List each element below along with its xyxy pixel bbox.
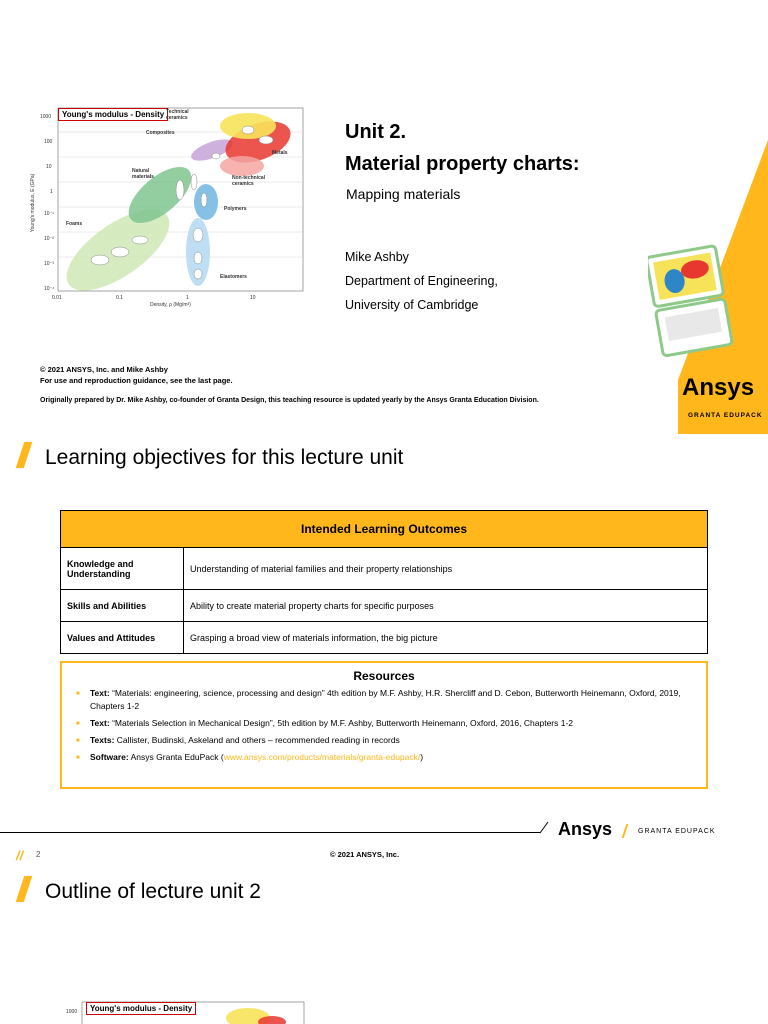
footer-copyright: © 2021 ANSYS, Inc. <box>330 850 400 859</box>
xtick-0: 0.01 <box>52 295 62 301</box>
brand-logo: Ansys <box>682 374 755 401</box>
heading-slash <box>16 876 32 902</box>
copyright-text: © 2021 ANSYS, Inc. and Mike Ashby <box>40 365 168 374</box>
modulus-density-chart <box>20 100 310 315</box>
title-slide <box>0 0 768 432</box>
chart-xlabel: Density, ρ (Mg/m³) <box>150 302 191 308</box>
outcomes-table <box>60 510 708 654</box>
ytick-4: 10⁻¹ <box>44 211 54 217</box>
label-natural-materials: Natural materials <box>132 168 154 180</box>
table-row <box>61 622 708 654</box>
row-value: Ability to create material property charts for specific purposes <box>184 590 708 622</box>
footer-rule-slash <box>538 821 552 835</box>
footer-brand: Ansys <box>558 819 613 839</box>
ytick-3: 1 <box>50 189 53 195</box>
row-value: Understanding of material families and their property relationships <box>184 548 708 590</box>
row-value: Grasping a broad view of materials information, the big picture <box>184 622 708 654</box>
label-polymers: Polymers <box>224 206 247 212</box>
outline-chart-title: Young's modulus - Density <box>86 1002 196 1015</box>
row-label: Values and Attitudes <box>61 622 184 654</box>
ytick-5: 10⁻² <box>44 236 54 242</box>
unit-subject: Material property charts: <box>345 153 580 175</box>
label-elastomers: Elastomers <box>220 274 247 280</box>
resources-list <box>62 687 706 764</box>
resources-title: Resources <box>353 669 415 683</box>
list-item: ■ Text: “Materials: engineering, science, processing and design” 4th edition by M.F. Ashby, H.R. Shercliff and D. Cebon, Butterworth Heinemann, Oxford, 2019, Chapters 1-2 <box>90 687 706 713</box>
ytick-2: 10 <box>46 164 52 170</box>
objectives-slide <box>0 432 768 870</box>
author-univ: University of Cambridge <box>345 298 479 312</box>
row-label: Skills and Abilities <box>61 590 184 622</box>
footer-brand-sub: GRANTA EDUPACK <box>638 828 716 835</box>
outline-ytick: 1000 <box>66 1009 78 1015</box>
ytick-1: 100 <box>44 139 53 145</box>
resources-box <box>60 661 708 789</box>
heading-slash <box>16 442 32 468</box>
author-name: Mike Ashby <box>345 250 409 264</box>
ytick-0: 1000 <box>40 114 52 120</box>
unit-title: Unit 2. <box>345 121 407 143</box>
footer-rule <box>0 832 540 833</box>
label-technical-ceramics: Technical ceramics <box>166 109 189 121</box>
xtick-2: 1 <box>186 295 189 301</box>
list-item: ■ Texts: Callister, Budinski, Askeland and others – recommended reading in records <box>90 734 706 747</box>
edupack-link[interactable]: www.ansys.com/products/materials/granta-edupack/ <box>223 752 421 762</box>
author-dept: Department of Engineering, <box>345 274 498 288</box>
page-slash-icon: // <box>16 848 24 863</box>
label-foams: Foams <box>66 221 83 227</box>
unit-subtitle: Mapping materials <box>346 186 461 202</box>
outline-slide <box>0 870 768 1024</box>
slide2-heading: Learning objectives for this lecture unit <box>45 446 404 469</box>
row-label: Knowledge and Understanding <box>61 548 184 590</box>
xtick-3: 10 <box>250 295 256 301</box>
ytick-7: 10⁻⁴ <box>44 286 55 292</box>
footer-brand-slash <box>622 824 629 838</box>
page-number: 2 <box>36 850 41 859</box>
label-composites: Composites <box>146 130 175 136</box>
slide3-heading: Outline of lecture unit 2 <box>45 880 261 903</box>
laptop-icon <box>648 240 740 358</box>
list-item: ■ Text: “Materials Selection in Mechanical Design”, 5th edition by M.F. Ashby, Butterworth Heinemann, Oxford, 2016, Chapters 1-2 <box>90 717 706 730</box>
outcomes-table-header: Intended Learning Outcomes <box>61 511 708 548</box>
brand-subtitle: GRANTA EDUPACK <box>688 412 763 419</box>
chart-title: Young's modulus - Density <box>58 108 168 121</box>
label-metals: Metals <box>272 150 288 156</box>
chart-ylabel: Young's modulus, E (GPa) <box>30 173 36 233</box>
label-non-technical-ceramics: Non-technical ceramics <box>232 175 266 187</box>
non-technical-ceramics-envelope <box>220 156 264 176</box>
xtick-1: 0.1 <box>116 295 123 301</box>
origin-text: Originally prepared by Dr. Mike Ashby, co-founder of Granta Design, this teaching resource is updated yearly by the Ansys Granta Education Division. <box>40 397 539 404</box>
list-item: ■ Software: Ansys Granta EduPack (www.ansys.com/products/materials/granta-edupack/) <box>90 751 706 764</box>
table-row <box>61 548 708 590</box>
usage-text: For use and reproduction guidance, see the last page. <box>40 376 233 385</box>
ytick-6: 10⁻³ <box>44 261 54 267</box>
table-row <box>61 590 708 622</box>
